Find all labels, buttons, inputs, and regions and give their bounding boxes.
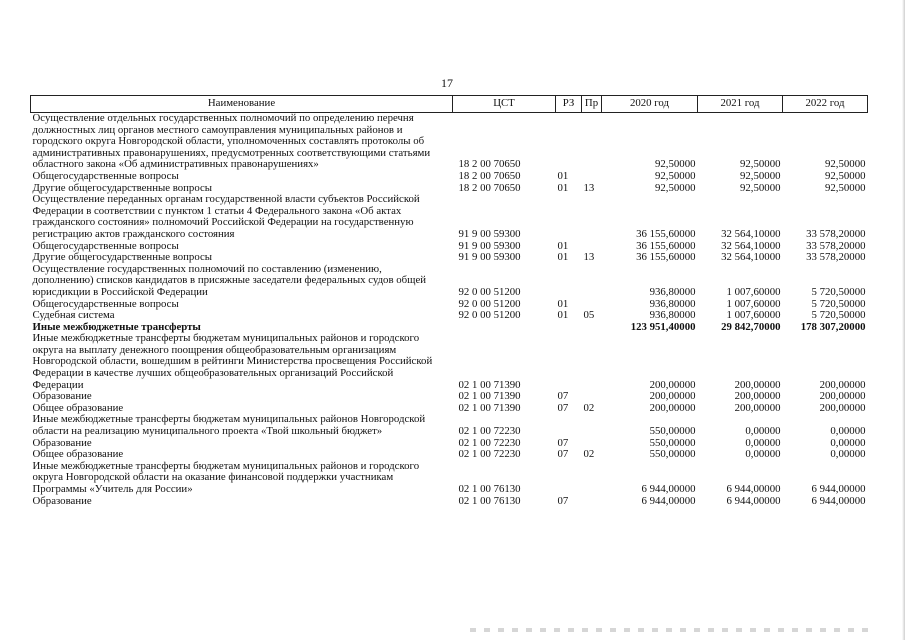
cell-name: Иные межбюджетные трансферты бюджетам муниципальных районов и городского округа на выплату денежного поощрения общеобразовательным организациям Новгородской области, вошедшим в рейтинги Министерства просвещения Российской Федерации в качестве лучших общеобразовательных организаций Российской Федерации bbox=[32, 332, 433, 391]
cell-name: Общегосударственные вопросы bbox=[32, 239, 179, 252]
scan-bottom-noise bbox=[470, 628, 870, 632]
cell-name: Общее образование bbox=[32, 401, 124, 414]
cell-name: Общее образование bbox=[32, 448, 124, 461]
cell-rz bbox=[556, 322, 582, 334]
cell-cst: 02 1 00 76130 bbox=[458, 494, 521, 507]
header-2021: 2021 год bbox=[698, 96, 783, 113]
cell-pr: 13 bbox=[583, 251, 595, 264]
cell-2022: 92,50000 bbox=[825, 158, 866, 171]
cell-cst: 18 2 00 70650 bbox=[458, 158, 521, 171]
cell-cst: 02 1 00 71390 bbox=[458, 390, 521, 403]
cell-pr bbox=[582, 414, 602, 437]
table-row bbox=[31, 264, 868, 299]
cell-2020: 200,00000 bbox=[649, 378, 696, 391]
cell-name: Общегосударственные вопросы bbox=[32, 169, 179, 182]
header-2020: 2020 год bbox=[602, 96, 698, 113]
cell-2021: 1 007,60000 bbox=[726, 309, 781, 322]
cell-2021: 92,50000 bbox=[740, 158, 781, 171]
cell-2020: 92,50000 bbox=[655, 158, 696, 171]
cell-2022: 5 720,50000 bbox=[811, 285, 866, 298]
cell-pr bbox=[582, 194, 602, 240]
cell-pr bbox=[582, 333, 602, 391]
cell-pr bbox=[582, 113, 602, 171]
cell-pr: 13 bbox=[583, 181, 595, 194]
cell-rz bbox=[556, 194, 582, 240]
cell-2022: 200,00000 bbox=[819, 401, 866, 414]
cell-rz bbox=[556, 333, 582, 391]
table-row bbox=[31, 194, 868, 240]
cell-2020: 936,80000 bbox=[649, 285, 696, 298]
header-pr: Пр bbox=[582, 96, 602, 113]
cell-pr: 02 bbox=[583, 401, 595, 414]
cell-2021: 200,00000 bbox=[734, 378, 781, 391]
cell-cst: 02 1 00 76130 bbox=[458, 483, 521, 495]
cell-name: Общегосударственные вопросы bbox=[32, 297, 179, 310]
cell-rz: 01 bbox=[557, 251, 569, 264]
cell-2021: 92,50000 bbox=[740, 181, 781, 194]
cell-cst: 91 9 00 59300 bbox=[458, 251, 521, 264]
cell-name: Иные межбюджетные трансферты bbox=[32, 320, 201, 333]
cell-2020: 123 951,40000 bbox=[630, 320, 696, 333]
header-cst: ЦСТ bbox=[453, 96, 556, 113]
cell-2022: 200,00000 bbox=[819, 378, 866, 391]
table-header-row bbox=[31, 96, 868, 113]
cell-2021: 6 944,00000 bbox=[726, 494, 781, 507]
cell-pr bbox=[582, 461, 602, 496]
cell-name: Осуществление отдельных государственных полномочий по определению перечня должностных лиц органов местного самоуправления муниципальных районов и городского округа Новгородской области, уполномоченных составлять протоколы об административных правонарушениях, предусмотренных соответствующими статьями областного закона «Об административных правонарушениях» bbox=[32, 112, 431, 171]
cell-name: Судебная система bbox=[32, 309, 115, 322]
cell-2021: 200,00000 bbox=[734, 401, 781, 414]
cell-name: Другие общегосударственные вопросы bbox=[32, 251, 213, 264]
cell-2020: 92,50000 bbox=[655, 181, 696, 194]
cell-cst: 91 9 00 59300 bbox=[458, 239, 521, 252]
cell-cst: 18 2 00 70650 bbox=[458, 181, 521, 194]
cell-cst: 02 1 00 72230 bbox=[458, 425, 521, 438]
cell-2020: 936,80000 bbox=[649, 309, 696, 322]
table-row bbox=[31, 438, 868, 450]
cell-2020: 550,00000 bbox=[649, 425, 696, 438]
header-2022: 2022 год bbox=[783, 96, 868, 113]
cell-2022: 0,00000 bbox=[830, 425, 866, 438]
cell-cst: 02 1 00 72230 bbox=[458, 448, 521, 461]
cell-rz bbox=[556, 113, 582, 171]
cell-2021: 32 564,10000 bbox=[721, 251, 781, 264]
cell-name: Образование bbox=[32, 436, 92, 449]
table-row bbox=[31, 310, 868, 322]
cell-2021: 0,00000 bbox=[745, 448, 781, 461]
cell-rz: 07 bbox=[557, 401, 569, 414]
header-name: Наименование bbox=[31, 96, 453, 113]
cell-2020: 92,50000 bbox=[655, 169, 696, 182]
cell-rz: 07 bbox=[557, 494, 569, 507]
cell-2020: 6 944,00000 bbox=[641, 494, 696, 507]
table-row bbox=[31, 113, 868, 171]
cell-cst: 02 1 00 72230 bbox=[458, 436, 521, 449]
cell-2022: 6 944,00000 bbox=[811, 483, 866, 495]
cell-2022: 0,00000 bbox=[830, 448, 866, 461]
cell-2022: 33 578,20000 bbox=[806, 227, 866, 240]
cell-cst: 02 1 00 71390 bbox=[458, 401, 521, 414]
cell-pr bbox=[582, 322, 602, 334]
cell-rz: 01 bbox=[557, 169, 569, 182]
table-row bbox=[31, 333, 868, 391]
cell-rz: 07 bbox=[557, 448, 569, 461]
budget-table bbox=[30, 95, 868, 507]
cell-2021: 0,00000 bbox=[745, 436, 781, 449]
cell-cst: 02 1 00 71390 bbox=[458, 378, 521, 391]
cell-2022: 33 578,20000 bbox=[806, 239, 866, 252]
cell-2021: 32 564,10000 bbox=[721, 227, 781, 240]
cell-pr bbox=[582, 264, 602, 299]
cell-rz: 01 bbox=[557, 297, 569, 310]
cell-cst: 91 9 00 59300 bbox=[458, 227, 521, 240]
cell-2022: 5 720,50000 bbox=[811, 297, 866, 310]
cell-2022: 33 578,20000 bbox=[806, 251, 866, 264]
cell-name: Образование bbox=[32, 390, 92, 403]
cell-2020: 200,00000 bbox=[649, 401, 696, 414]
cell-name: Другие общегосударственные вопросы bbox=[32, 181, 213, 194]
cell-2022: 200,00000 bbox=[819, 390, 866, 403]
cell-2022: 92,50000 bbox=[825, 169, 866, 182]
cell-2021: 0,00000 bbox=[745, 425, 781, 438]
cell-name: Иные межбюджетные трансферты бюджетам муниципальных районов и городского округа Новгородской области на оказание финансовой поддержки участникам Программы «Учитель для России» bbox=[32, 459, 420, 495]
cell-name: Образование bbox=[32, 494, 92, 507]
cell-name: Осуществление государственных полномочий по составлению (изменению, дополнению) списков кандидатов в присяжные заседатели федеральных судов общей юрисдикции в Российской Федерации bbox=[32, 262, 427, 298]
cell-cst: 18 2 00 70650 bbox=[458, 169, 521, 182]
table-row bbox=[31, 496, 868, 508]
page-number: 17 bbox=[441, 76, 453, 90]
cell-rz bbox=[556, 461, 582, 496]
cell-2022: 0,00000 bbox=[830, 436, 866, 449]
cell-2020: 936,80000 bbox=[649, 297, 696, 310]
cell-rz bbox=[556, 264, 582, 299]
table-row bbox=[31, 461, 868, 496]
cell-rz: 07 bbox=[557, 436, 569, 449]
cell-2022: 92,50000 bbox=[825, 181, 866, 194]
cell-2020: 550,00000 bbox=[649, 448, 696, 461]
cell-2020: 36 155,60000 bbox=[636, 239, 696, 252]
cell-2021: 92,50000 bbox=[740, 169, 781, 182]
cell-2022: 178 307,20000 bbox=[800, 320, 866, 333]
cell-rz: 01 bbox=[557, 239, 569, 252]
cell-pr: 05 bbox=[583, 309, 595, 322]
cell-2021: 1 007,60000 bbox=[726, 285, 781, 298]
cell-2020: 36 155,60000 bbox=[636, 227, 696, 240]
cell-cst: 92 0 00 51200 bbox=[458, 309, 521, 322]
cell-2020: 200,00000 bbox=[649, 390, 696, 403]
cell-rz: 01 bbox=[557, 181, 569, 194]
header-rz: РЗ bbox=[556, 96, 582, 113]
cell-cst bbox=[453, 322, 556, 334]
table-row bbox=[31, 252, 868, 264]
cell-2020: 550,00000 bbox=[649, 436, 696, 449]
cell-name: Осуществление переданных органам государственной власти субъектов Российской Федерации в соответствии с пунктом 1 статьи 4 Федерального закона «Об актах гражданского состояния» полномочий Российской Федерации на государственную регистрацию актов гражданского состояния bbox=[32, 193, 420, 240]
cell-pr bbox=[582, 496, 602, 508]
cell-2021: 32 564,10000 bbox=[721, 239, 781, 252]
cell-2021: 29 842,70000 bbox=[721, 320, 781, 333]
cell-2021: 1 007,60000 bbox=[726, 297, 781, 310]
cell-rz: 01 bbox=[557, 309, 569, 322]
table-row bbox=[31, 414, 868, 437]
table-row bbox=[31, 171, 868, 183]
table-body bbox=[31, 113, 868, 508]
cell-pr bbox=[582, 171, 602, 183]
cell-name: Иные межбюджетные трансферты бюджетам муниципальных районов Новгородской области на реализацию муниципального проекта «Твой школьный бюджет» bbox=[32, 413, 426, 438]
cell-cst: 92 0 00 51200 bbox=[458, 285, 521, 298]
cell-2020: 36 155,60000 bbox=[636, 251, 696, 264]
cell-rz bbox=[556, 414, 582, 437]
cell-2022: 6 944,00000 bbox=[811, 494, 866, 507]
cell-pr: 02 bbox=[583, 448, 595, 461]
cell-2021: 200,00000 bbox=[734, 390, 781, 403]
cell-cst: 92 0 00 51200 bbox=[458, 297, 521, 310]
cell-2020: 6 944,00000 bbox=[641, 483, 696, 495]
cell-rz: 07 bbox=[557, 390, 569, 403]
cell-2021: 6 944,00000 bbox=[726, 483, 781, 495]
cell-2022: 5 720,50000 bbox=[811, 309, 866, 322]
